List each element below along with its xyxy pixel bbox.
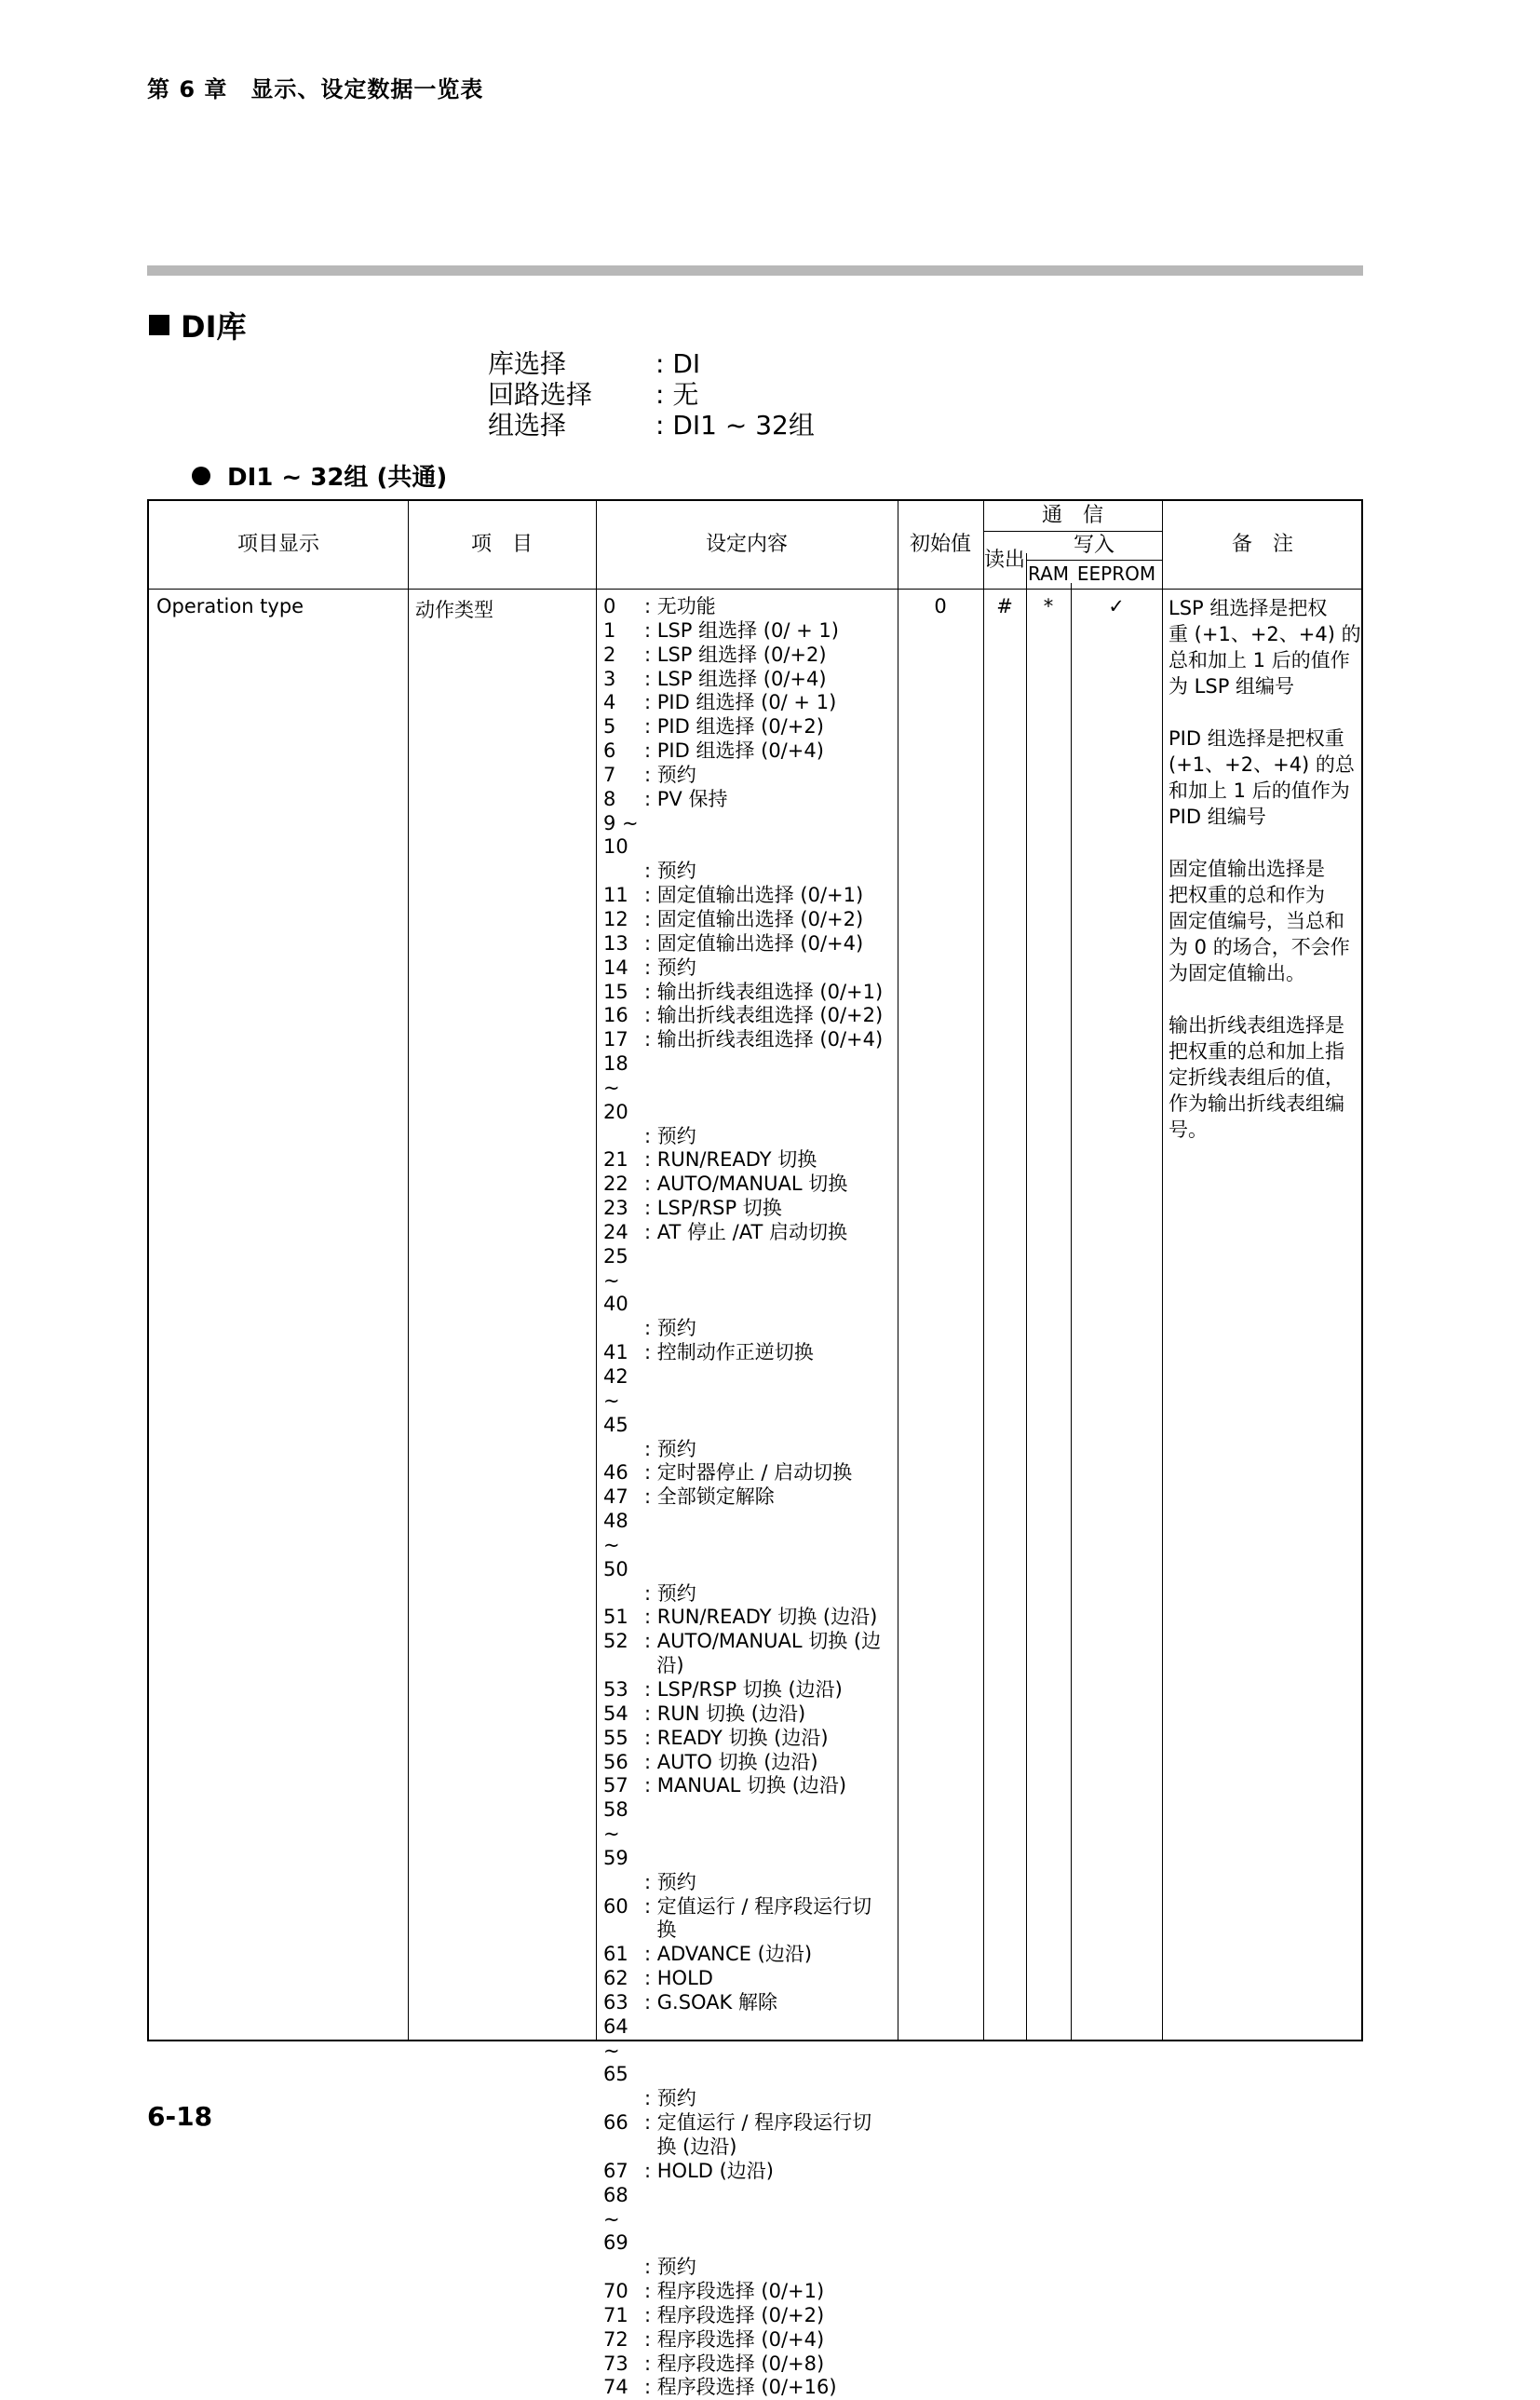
circle-bullet-icon bbox=[192, 467, 210, 485]
setting-text: 换 bbox=[644, 1919, 677, 1942]
table-header-divider bbox=[149, 589, 1363, 590]
setting-row bbox=[603, 1173, 1041, 1197]
setting-code: 0 bbox=[603, 595, 616, 617]
setting-row bbox=[603, 715, 1041, 739]
selection-row bbox=[488, 348, 815, 379]
setting-row bbox=[603, 1197, 1041, 1221]
setting-code: 60 bbox=[603, 1894, 628, 1918]
setting-code: 8 bbox=[603, 787, 616, 810]
setting-text: : 预约 bbox=[644, 2087, 696, 2110]
setting-text bbox=[644, 812, 1041, 861]
setting-text: : MANUAL 切换 (边沿) bbox=[644, 1774, 847, 1797]
setting-row bbox=[603, 2184, 1041, 2257]
setting-code: 23 bbox=[603, 1197, 628, 1220]
setting-code: 62 bbox=[603, 1967, 628, 1990]
setting-row bbox=[603, 1919, 1041, 1943]
setting-text: : G.SOAK 解除 bbox=[644, 1990, 778, 2014]
remark-line: 把权重的总和作为 bbox=[1169, 884, 1325, 906]
setting-row bbox=[603, 2353, 1041, 2377]
setting-code: 7 bbox=[603, 763, 616, 786]
setting-text: : 程序段选择 (0/+16) bbox=[644, 2376, 837, 2399]
setting-text: : 输出折线表组选择 (0/+2) bbox=[644, 1004, 884, 1027]
selection-value: : DI bbox=[655, 348, 701, 379]
setting-row bbox=[603, 1582, 1041, 1607]
setting-code: 2 bbox=[603, 643, 616, 666]
setting-code: 9 ~ 10 bbox=[603, 811, 639, 859]
remark-line: LSP 组选择是把权 bbox=[1169, 597, 1328, 619]
setting-row bbox=[603, 1895, 1041, 1919]
remarks-list bbox=[1169, 595, 1359, 1169]
remark-line: (+1、+2、+4) 的总 bbox=[1169, 753, 1355, 776]
chapter-header: 第 6 章 显示、设定数据一览表 bbox=[147, 76, 484, 102]
setting-text: : 程序段选择 (0/+1) bbox=[644, 2280, 825, 2303]
setting-code: 68 ~ 69 bbox=[603, 2183, 628, 2255]
setting-code bbox=[603, 1871, 644, 1895]
setting-text: : 预约 bbox=[644, 1870, 696, 1893]
setting-row bbox=[603, 1245, 1041, 1318]
header-item: 项 目 bbox=[470, 533, 533, 556]
table-col-divider bbox=[1162, 501, 1163, 2040]
setting-text: : 预约 bbox=[644, 1437, 696, 1460]
cell-item: 动作类型 bbox=[415, 599, 493, 621]
setting-row bbox=[603, 1798, 1041, 1871]
selection-row bbox=[488, 379, 815, 410]
setting-text: : 预约 bbox=[644, 1317, 696, 1340]
setting-code bbox=[603, 1317, 644, 1341]
setting-text: : 预约 bbox=[644, 2256, 696, 2279]
setting-code: 70 bbox=[603, 2280, 628, 2303]
setting-row bbox=[603, 2280, 1041, 2304]
setting-text: : 输出折线表组选择 (0/+4) bbox=[644, 1028, 884, 1051]
setting-text: : PID 组选择 (0/ + 1) bbox=[644, 691, 837, 714]
subsection-title-text: DI1 ~ 32组 (共通) bbox=[227, 464, 448, 492]
setting-row bbox=[603, 2087, 1041, 2111]
remark-line: 输出折线表组选择是 bbox=[1169, 1014, 1344, 1037]
setting-row bbox=[603, 1991, 1041, 2015]
remark-line: 为固定值输出。 bbox=[1169, 962, 1305, 984]
setting-row bbox=[603, 1630, 1041, 1654]
setting-code: 54 bbox=[603, 1702, 628, 1725]
setting-code: 5 bbox=[603, 715, 616, 739]
setting-row bbox=[603, 981, 1041, 1005]
setting-row bbox=[603, 2136, 1041, 2160]
header-settings: 设定内容 bbox=[705, 533, 788, 556]
setting-row bbox=[603, 595, 1041, 619]
setting-row bbox=[603, 1702, 1041, 1727]
table-subheader-divider bbox=[983, 531, 1162, 532]
setting-text: : 预约 bbox=[644, 860, 696, 883]
table-col-divider bbox=[408, 501, 409, 2040]
setting-row bbox=[603, 1365, 1041, 1438]
setting-row bbox=[603, 1052, 1041, 1125]
remark-paragraph bbox=[1169, 725, 1359, 830]
setting-text: : 程序段选择 (0/+4) bbox=[644, 2327, 825, 2351]
remark-line: 号。 bbox=[1169, 1119, 1208, 1141]
setting-code: 18 ~ 20 bbox=[603, 1052, 628, 1123]
setting-text: : LSP 组选择 (0/+4) bbox=[644, 667, 827, 690]
remark-line: 为 LSP 组编号 bbox=[1169, 675, 1295, 698]
setting-code: 24 bbox=[603, 1220, 628, 1243]
setting-text bbox=[644, 2015, 1041, 2088]
setting-row bbox=[603, 668, 1041, 692]
setting-code: 42 ~ 45 bbox=[603, 1365, 628, 1436]
section-title-text: DI库 bbox=[181, 309, 247, 345]
setting-code: 1 bbox=[603, 618, 616, 642]
setting-code: 51 bbox=[603, 1606, 628, 1629]
remark-line: 总和加上 1 后的值作 bbox=[1169, 649, 1350, 671]
remark-paragraph bbox=[1169, 595, 1359, 699]
cell-eeprom: ✓ bbox=[1108, 595, 1125, 617]
header-ram: RAM bbox=[1027, 563, 1070, 585]
setting-row bbox=[603, 1751, 1041, 1775]
setting-text: : ADVANCE (边沿) bbox=[644, 1943, 813, 1966]
setting-text: : 无功能 bbox=[644, 595, 716, 617]
remark-line: PID 组编号 bbox=[1169, 806, 1266, 828]
page-number: 6-18 bbox=[147, 2101, 213, 2132]
setting-row bbox=[603, 619, 1041, 644]
setting-code bbox=[603, 1582, 644, 1607]
setting-code: 63 bbox=[603, 1990, 628, 2014]
setting-row bbox=[603, 1221, 1041, 1245]
cell-display: Operation type bbox=[156, 595, 304, 617]
setting-code: 66 bbox=[603, 2111, 628, 2135]
setting-code bbox=[603, 1125, 644, 1149]
cell-initial: 0 bbox=[934, 595, 947, 617]
remark-paragraph bbox=[1169, 1012, 1359, 1143]
setting-text: : LSP 组选择 (0/+2) bbox=[644, 643, 827, 666]
setting-row bbox=[603, 908, 1041, 932]
remark-line: PID 组选择是把权重 bbox=[1169, 727, 1344, 750]
setting-row bbox=[603, 2111, 1041, 2136]
setting-row bbox=[603, 860, 1041, 884]
setting-code: 72 bbox=[603, 2327, 628, 2351]
setting-text bbox=[644, 1798, 1041, 1871]
header-display: 项目显示 bbox=[236, 533, 319, 556]
setting-row bbox=[603, 1727, 1041, 1751]
setting-text bbox=[644, 1365, 1041, 1438]
setting-text: : HOLD bbox=[644, 1967, 713, 1990]
selection-key: 库选择 bbox=[488, 348, 567, 379]
remark-line: 把权重的总和加上指 bbox=[1169, 1040, 1344, 1063]
setting-row bbox=[603, 788, 1041, 812]
setting-code: 41 bbox=[603, 1341, 628, 1364]
square-bullet-icon bbox=[149, 315, 169, 335]
setting-row bbox=[603, 764, 1041, 788]
remark-paragraph bbox=[1169, 856, 1359, 986]
setting-row bbox=[603, 1028, 1041, 1052]
setting-text: : PID 组选择 (0/+2) bbox=[644, 715, 824, 739]
setting-row bbox=[603, 1148, 1041, 1173]
setting-row bbox=[603, 2376, 1041, 2400]
setting-code: 64 ~ 65 bbox=[603, 2014, 628, 2086]
setting-text: : 预约 bbox=[644, 1124, 696, 1147]
selection-key: 回路选择 bbox=[488, 379, 593, 410]
setting-text: : AUTO/MANUAL 切换 bbox=[644, 1173, 848, 1196]
setting-text bbox=[644, 1510, 1041, 1582]
setting-code: 73 bbox=[603, 2352, 628, 2375]
setting-code bbox=[603, 1438, 644, 1462]
setting-text: 沿) bbox=[644, 1654, 684, 1677]
setting-row bbox=[603, 2304, 1041, 2328]
setting-row bbox=[603, 1438, 1041, 1462]
setting-row bbox=[603, 2160, 1041, 2184]
setting-text: : 全部锁定解除 bbox=[644, 1485, 775, 1509]
remark-line: 作为输出折线表组编 bbox=[1169, 1092, 1344, 1115]
header-comm: 通 信 bbox=[1041, 504, 1103, 527]
setting-code: 25 ~ 40 bbox=[603, 1244, 628, 1316]
setting-code: 61 bbox=[603, 1943, 628, 1966]
setting-code: 58 ~ 59 bbox=[603, 1798, 628, 1869]
header-initial: 初始值 bbox=[909, 533, 971, 556]
setting-code bbox=[603, 2087, 644, 2111]
setting-text: : RUN/READY 切换 (边沿) bbox=[644, 1606, 878, 1629]
remark-line: 重 (+1、+2、+4) 的 bbox=[1169, 623, 1361, 645]
setting-code: 46 bbox=[603, 1461, 628, 1485]
setting-code: 14 bbox=[603, 956, 628, 979]
setting-code: 74 bbox=[603, 2376, 628, 2399]
setting-text: : AUTO 切换 (边沿) bbox=[644, 1750, 818, 1773]
table-subheader-divider bbox=[1026, 560, 1162, 561]
setting-text bbox=[644, 2184, 1041, 2257]
setting-row bbox=[603, 1485, 1041, 1510]
remark-line: 固定值编号，当总和 bbox=[1169, 910, 1344, 932]
setting-code bbox=[603, 1654, 644, 1678]
setting-text: : 固定值输出选择 (0/+1) bbox=[644, 884, 864, 907]
setting-text bbox=[644, 1052, 1041, 1125]
setting-code: 3 bbox=[603, 667, 616, 690]
table-col-divider bbox=[596, 501, 597, 2040]
setting-code bbox=[603, 2136, 644, 2160]
setting-code: 56 bbox=[603, 1750, 628, 1773]
setting-code: 53 bbox=[603, 1677, 628, 1701]
setting-text: : 固定值输出选择 (0/+4) bbox=[644, 931, 864, 955]
setting-text: : PV 保持 bbox=[644, 787, 728, 810]
setting-code: 57 bbox=[603, 1774, 628, 1797]
setting-code: 67 bbox=[603, 2159, 628, 2182]
setting-row bbox=[603, 1510, 1041, 1582]
setting-text: : 固定值输出选择 (0/+2) bbox=[644, 907, 864, 930]
setting-text: : 定值运行 / 程序段运行切 bbox=[644, 2111, 872, 2135]
setting-text: : 输出折线表组选择 (0/+1) bbox=[644, 980, 884, 1003]
header-read: 读出 bbox=[983, 549, 1025, 572]
remark-line: 定折线表组后的值， bbox=[1169, 1066, 1344, 1089]
setting-text: : 程序段选择 (0/+2) bbox=[644, 2303, 825, 2326]
setting-row bbox=[603, 1317, 1041, 1341]
selection-row bbox=[488, 410, 815, 441]
setting-row bbox=[603, 1678, 1041, 1702]
setting-code: 11 bbox=[603, 884, 628, 907]
setting-code bbox=[603, 2256, 644, 2280]
setting-text: : LSP/RSP 切换 bbox=[644, 1197, 782, 1220]
setting-text: : 控制动作正逆切换 bbox=[644, 1341, 814, 1364]
settings-list bbox=[603, 595, 1041, 2400]
setting-text: : LSP 组选择 (0/ + 1) bbox=[644, 618, 839, 642]
setting-text bbox=[644, 1245, 1041, 1318]
setting-code: 15 bbox=[603, 980, 628, 1003]
section-divider bbox=[147, 265, 1363, 276]
setting-code: 13 bbox=[603, 931, 628, 955]
setting-row bbox=[603, 1004, 1041, 1028]
cell-read: # bbox=[996, 595, 1013, 617]
setting-row bbox=[603, 2256, 1041, 2280]
cell-ram: * bbox=[1043, 595, 1054, 617]
setting-text: : HOLD (边沿) bbox=[644, 2159, 775, 2182]
table-col-divider bbox=[1071, 583, 1072, 2040]
section-title bbox=[149, 304, 246, 346]
subsection-title bbox=[192, 458, 447, 493]
setting-code: 52 bbox=[603, 1630, 628, 1653]
header-remarks: 备 注 bbox=[1231, 533, 1293, 556]
setting-row bbox=[603, 1943, 1041, 1967]
setting-row bbox=[603, 2015, 1041, 2088]
setting-code: 48 ~ 50 bbox=[603, 1510, 628, 1580]
setting-row bbox=[603, 1871, 1041, 1895]
setting-text: : 定值运行 / 程序段运行切 bbox=[644, 1894, 872, 1918]
header-write: 写入 bbox=[1073, 534, 1114, 557]
setting-row bbox=[603, 691, 1041, 715]
selection-key: 组选择 bbox=[488, 410, 567, 441]
selection-value: : 无 bbox=[655, 379, 699, 410]
setting-row bbox=[603, 2328, 1041, 2353]
remark-line: 为 0 的场合，不会作 bbox=[1169, 936, 1350, 958]
setting-text: : AT 停止 /AT 启动切换 bbox=[644, 1220, 847, 1243]
setting-code: 12 bbox=[603, 907, 628, 930]
setting-text: : LSP/RSP 切换 (边沿) bbox=[644, 1677, 843, 1701]
setting-code: 21 bbox=[603, 1148, 628, 1172]
setting-code: 16 bbox=[603, 1004, 628, 1027]
setting-text: : AUTO/MANUAL 切换 (边 bbox=[644, 1630, 882, 1653]
setting-code: 55 bbox=[603, 1726, 628, 1749]
setting-text: : 预约 bbox=[644, 763, 696, 786]
setting-code: 47 bbox=[603, 1485, 628, 1509]
setting-row bbox=[603, 932, 1041, 956]
setting-row bbox=[603, 956, 1041, 981]
setting-code: 4 bbox=[603, 691, 616, 714]
setting-text: : READY 切换 (边沿) bbox=[644, 1726, 829, 1749]
setting-row bbox=[603, 644, 1041, 668]
setting-code: 71 bbox=[603, 2303, 628, 2326]
setting-row bbox=[603, 812, 1041, 861]
header-eeprom: EEPROM bbox=[1076, 563, 1156, 585]
setting-code bbox=[603, 860, 644, 884]
setting-row bbox=[603, 1461, 1041, 1485]
setting-row bbox=[603, 1774, 1041, 1798]
setting-text: : 定时器停止 / 启动切换 bbox=[644, 1461, 853, 1485]
setting-code: 17 bbox=[603, 1028, 628, 1051]
setting-text: : RUN/READY 切换 bbox=[644, 1148, 817, 1172]
remark-line: 和加上 1 后的值作为 bbox=[1169, 780, 1350, 802]
setting-row bbox=[603, 739, 1041, 764]
setting-text: 换 (边沿) bbox=[644, 2136, 737, 2158]
setting-row bbox=[603, 1341, 1041, 1365]
setting-code: 6 bbox=[603, 739, 616, 763]
setting-row bbox=[603, 1654, 1041, 1678]
setting-row bbox=[603, 1606, 1041, 1630]
setting-row bbox=[603, 1125, 1041, 1149]
remark-line: 固定值输出选择是 bbox=[1169, 858, 1325, 880]
setting-code bbox=[603, 1919, 644, 1943]
setting-text: : 预约 bbox=[644, 1581, 696, 1605]
setting-row bbox=[603, 884, 1041, 908]
selection-list bbox=[488, 348, 815, 441]
setting-text: : PID 组选择 (0/+4) bbox=[644, 739, 824, 763]
setting-text: : 程序段选择 (0/+8) bbox=[644, 2352, 825, 2375]
selection-value: : DI1 ~ 32组 bbox=[655, 410, 815, 441]
setting-code: 22 bbox=[603, 1173, 628, 1196]
setting-row bbox=[603, 1967, 1041, 1991]
setting-text: : 预约 bbox=[644, 956, 696, 979]
setting-text: : RUN 切换 (边沿) bbox=[644, 1702, 806, 1725]
